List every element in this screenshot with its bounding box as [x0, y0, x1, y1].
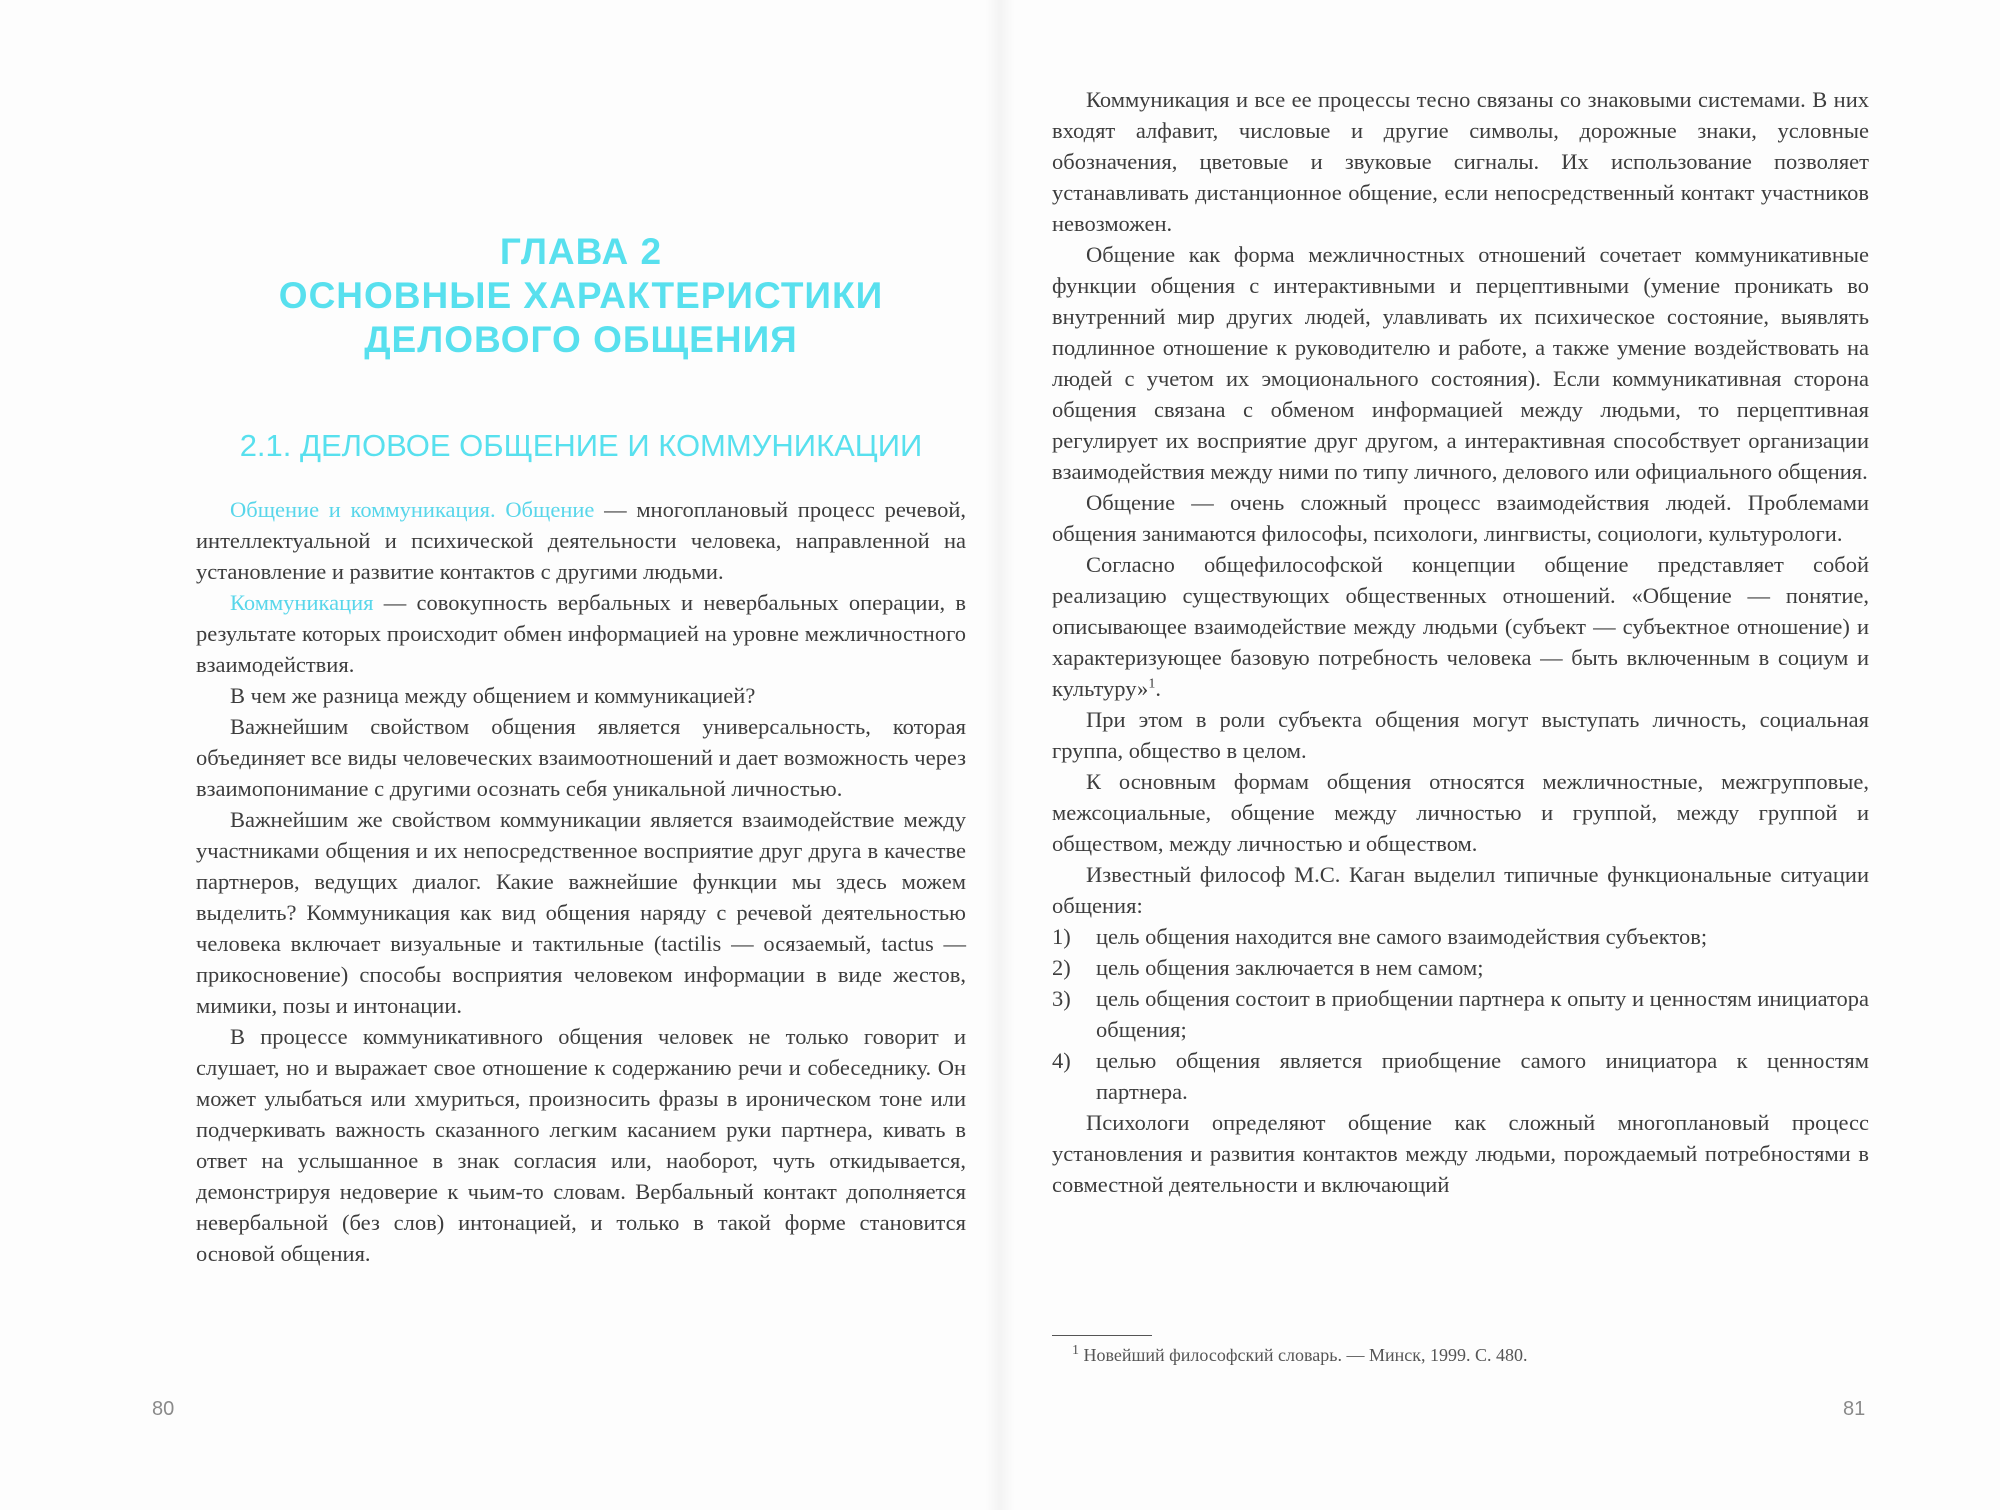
list-item [1052, 1045, 1869, 1107]
paragraph [196, 494, 966, 587]
paragraph-end: . [1155, 676, 1161, 701]
left-body-text [196, 494, 966, 1269]
paragraph: Важнейшим же свойством коммуникации является взаимодействие между участниками общения и их непосредственное восприятие друг друга в качестве партнеров, ведущих диалог. Какие важнейшие функции мы здесь можем выделить? Коммуникация как вид общения наряду с речевой деятельностью человека включает визуальные и тактильные (tactilis — осязаемый, tactus — прикосновение) способы восприятия человеком информации в виде жестов, мимики, позы и интонации. [196, 807, 966, 1018]
list-text: целью общения является приобщение самого инициатора к ценностям партнера. [1096, 1048, 1869, 1104]
list-number: 3) [1052, 986, 1071, 1011]
paragraph: В процессе коммуникативного общения человек не только говорит и слушает, но и выражает свое отношение к содержанию речи и собеседнику. Он может улыбаться или хмуриться, произносить фразы в ироническом тоне или подчеркивать важность сказанного легким касанием руки партнера, кивать в ответ на услышанное в знак согласия или, наоборот, чуть откидывается, демонстрируя недоверие к чьим-то словам. Вербальный контакт дополняется невербальной (без слов) интонацией, и только в такой форме становится основой общения. [196, 1024, 966, 1266]
paragraph: К основным формам общения относятся межличностные, межгрупповые, межсоциальные, общение между личностью и группой, между группой и обществом, между личностью и обществом. [1052, 769, 1869, 856]
paragraph: Важнейшим свойством общения является универсальность, которая объединяет все виды человеческих взаимоотношений и дает возможность через взаимопонимание с другими осознать себя уникальной личностью. [196, 714, 966, 801]
paragraph: Психологи определяют общение как сложный многоплановый процесс установления и развития контактов между людьми, порождаемый потребностями в совместной деятельности и включающий [1052, 1110, 1869, 1197]
list-item [1052, 983, 1869, 1045]
page-number-left: 80 [152, 1398, 175, 1420]
section-heading: 2.1. ДЕЛОВОЕ ОБЩЕНИЕ И КОММУНИКАЦИИ [239, 428, 923, 463]
list-text: цель общения находится вне самого взаимодействия субъектов; [1096, 924, 1708, 949]
list-number: 1) [1052, 924, 1071, 949]
term-highlight: Общение и коммуникация. Общение [230, 497, 595, 522]
chapter-heading [196, 230, 966, 362]
list-text: цель общения заключается в нем самом; [1096, 955, 1484, 980]
list-number: 4) [1052, 1048, 1071, 1073]
chapter-title-line1: ОСНОВНЫЕ ХАРАКТЕРИСТИКИ [278, 275, 884, 316]
paragraph: В чем же разница между общением и коммуникацией? [230, 683, 756, 708]
functions-list [1052, 921, 1869, 1107]
paragraph: Общение — очень сложный процесс взаимодействия людей. Проблемами общения занимаются философы, психологи, лингвисты, социологи, культурологи. [1052, 490, 1869, 546]
page-number-right: 81 [1843, 1398, 1866, 1420]
footnote-ref: 1 [1148, 676, 1156, 692]
list-text: цель общения состоит в приобщении партнера к опыту и ценностям инициатора общения; [1096, 986, 1869, 1042]
footnote-divider [1052, 1335, 1152, 1336]
list-item [1052, 921, 1869, 952]
chapter-title-line2: ДЕЛОВОГО ОБЩЕНИЯ [364, 319, 798, 360]
paragraph-text: Согласно общефилософской концепции общение представляет собой реализацию существующих общественных отношений. «Общение — понятие, описывающее взаимодействие между людьми (субъект — субъектное отношение) и характеризующее базовую потребность человека — быть включенным в социум и культуру» [1052, 552, 1869, 701]
right-body-text [1052, 84, 1869, 1200]
list-item [1052, 952, 1869, 983]
term-highlight: Коммуникация [230, 590, 374, 615]
paragraph: Известный философ М.С. Каган выделил типичные функциональные ситуации общения: [1052, 862, 1869, 918]
paragraph-text: — многоплановый процесс речевой, интеллектуальной и психической деятельности человека, направленной на установление и развитие контактов с другими людьми. [196, 497, 966, 584]
footnote [1072, 1342, 1852, 1368]
paragraph: При этом в роли субъекта общения могут выступать личность, социальная группа, общество в целом. [1052, 707, 1869, 763]
paragraph: Общение как форма межличностных отношений сочетает коммуникативные функции общения с интерактивными и перцептивными (умение проникать во внутренний мир других людей, улавливать их психическое состояние, выявлять подлинное отношение к руководителю и работе, а также умение воздействовать на людей с учетом их эмоционального состояния). Если коммуникативная сторона общения связана с обменом информацией между людьми, то перцептивная регулирует их восприятие друг другом, а интерактивная способствует организации взаимодействия между ними по типу личного, делового или официального общения. [1052, 242, 1869, 484]
paragraph [1052, 549, 1869, 704]
paragraph: Коммуникация и все ее процессы тесно связаны со знаковыми системами. В них входят алфавит, числовые и другие символы, дорожные знаки, условные обозначения, цветовые и звуковые сигналы. Их использование позволяет устанавливать дистанционное общение, если непосредственный контакт участников невозможен. [1052, 87, 1869, 236]
paragraph-text: — совокупность вербальных и невербальных операции, в результате которых происходит обмен информацией на уровне межличностного взаимодействия. [196, 590, 966, 677]
footnote-marker: 1 [1072, 1343, 1079, 1358]
list-number: 2) [1052, 955, 1071, 980]
footnote-text: Новейший философский словарь. — Минск, 1999. С. 480. [1083, 1345, 1528, 1365]
chapter-number: ГЛАВА 2 [499, 231, 663, 272]
paragraph [196, 587, 966, 680]
